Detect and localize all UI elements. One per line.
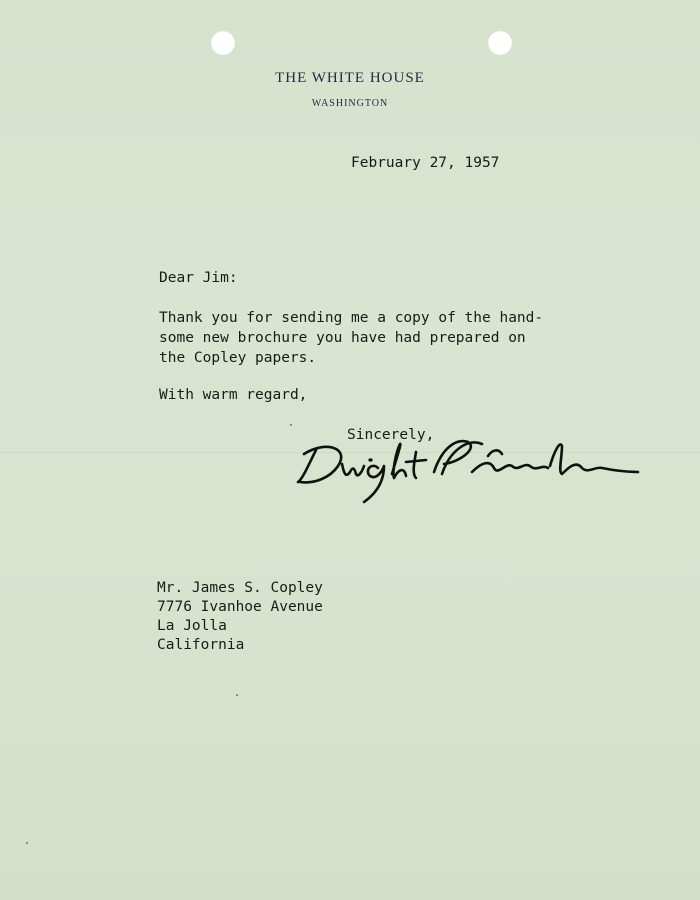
letterhead-city: WASHINGTON bbox=[311, 98, 389, 109]
regard-line: With warm regard, bbox=[159, 387, 308, 403]
body-line: Thank you for sending me a copy of the hand- bbox=[159, 310, 544, 326]
body-line: the Copley papers. bbox=[159, 350, 317, 366]
paper-speck bbox=[290, 424, 292, 426]
paper-speck bbox=[236, 694, 238, 696]
punch-hole-right bbox=[488, 31, 512, 55]
letter-date: February 27, 1957 bbox=[351, 155, 500, 171]
address-line: California bbox=[157, 637, 245, 653]
address-line: Mr. James S. Copley bbox=[157, 580, 323, 596]
address-line: 7776 Ivanhoe Avenue bbox=[157, 599, 323, 615]
closing-line: Sincerely, bbox=[347, 427, 435, 443]
letterhead-title: THE WHITE HOUSE bbox=[275, 70, 425, 86]
handwritten-signature bbox=[292, 432, 642, 504]
paper-speck bbox=[26, 842, 28, 844]
salutation: Dear Jim: bbox=[159, 270, 238, 286]
punch-hole-left bbox=[211, 31, 235, 55]
body-line: some new brochure you have had prepared on bbox=[159, 330, 526, 346]
address-line: La Jolla bbox=[157, 618, 227, 634]
